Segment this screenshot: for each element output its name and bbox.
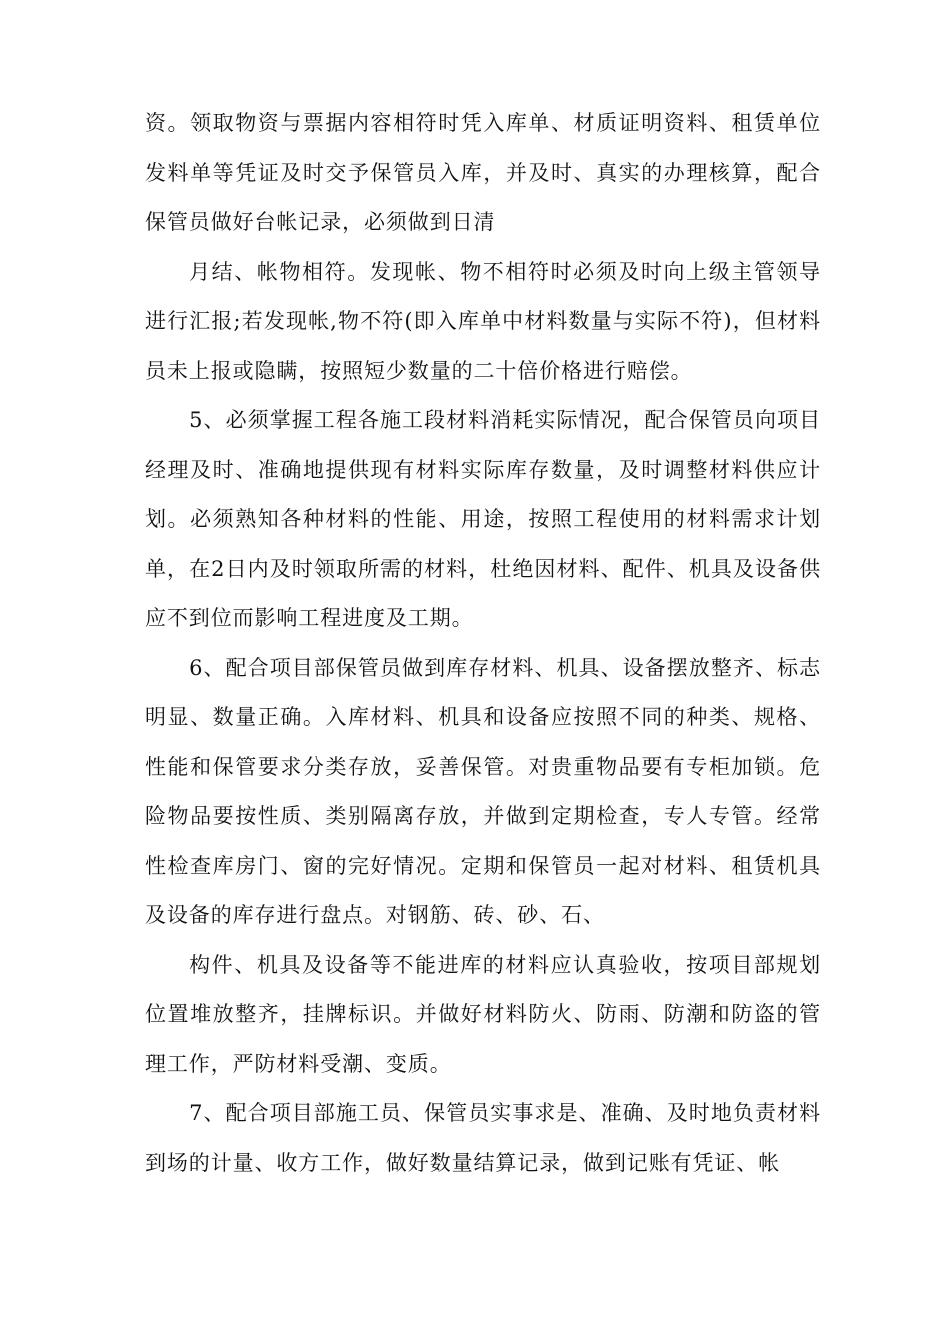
body-text <box>145 99 821 1188</box>
paragraph-1: 资。领取物资与票据内容相符时凭入库单、材质证明资料、租赁单位发料单等凭证及时交予保管员入库，并及时、真实的办理核算，配合保管员做好台帐记录，必须做到日清 <box>145 111 821 234</box>
paragraph-4: 6、配合项目部保管员做到库存材料、机具、设备摆放整齐、标志明显、数量正确。入库材料、机具和设备应按照不同的种类、规格、性能和保管要求分类存放，妥善保管。对贵重物品要有专柜加锁。危险物品要按性质、类别隔离存放，并做到定期检查，专人专管。经常性检查库房门、窗的完好情况。定期和保管员一起对材料、租赁机具及设备的库存进行盘点。对钢筋、砖、砂、石、 <box>145 655 821 927</box>
paragraph-2: 月结、帐物相符。发现帐、物不相符时必须及时向上级主管领导进行汇报;若发现帐,物不符(即入库单中材料数量与实际不符)，但材料员未上报或隐瞒，按照短少数量的二十倍价格进行赔偿。 <box>145 259 821 383</box>
paragraph-6: 7、配合项目部施工员、保管员实事求是、准确、及时地负责材料到场的计量、收方工作，做好数量结算记录，做到记账有凭证、帐 <box>145 1101 821 1175</box>
paragraph-3: 5、必须掌握工程各施工段材料消耗实际情况，配合保管员向项目经理及时、准确地提供现有材料实际库存数量，及时调整材料供应计划。必须熟知各种材料的性能、用途，按照工程使用的材料需求计划单，在2日内及时领取所需的材料，杜绝因材料、配件、机具及设备供应不到位而影响工程进度及工期。 <box>145 408 821 630</box>
paragraph-5: 构件、机具及设备等不能进库的材料应认真验收，按项目部规划位置堆放整齐，挂牌标识。并做好材料防火、防雨、防潮和防盗的管理工作，严防材料受潮、变质。 <box>145 952 821 1076</box>
